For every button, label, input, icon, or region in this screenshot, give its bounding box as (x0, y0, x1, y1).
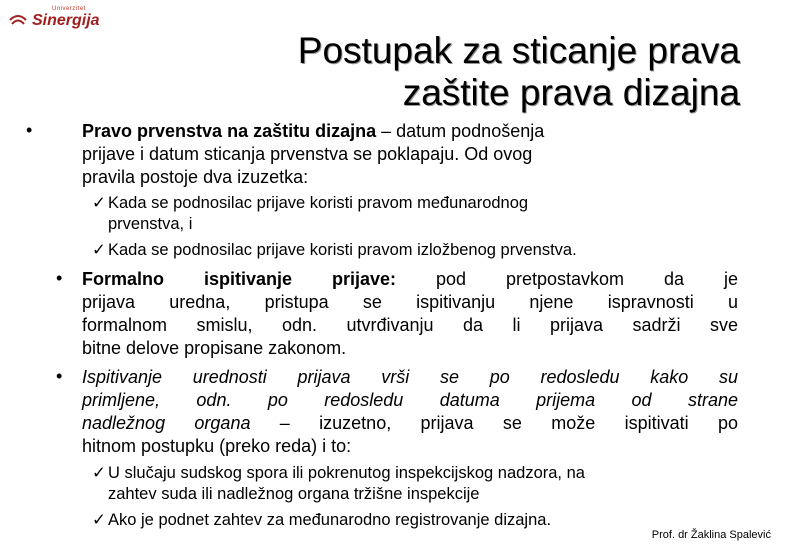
check-item: ✓ Kada se podnosilac prijave koristi pravom izložbenog prvenstva. (92, 241, 577, 259)
author-footer: Prof. dr Žaklina Spalević (651, 529, 771, 541)
bullet3-line3: nadležnog organa – izuzetno, prijava se može ispitivati po (82, 413, 739, 433)
bullet1-text-first: – datum podnošenja (376, 121, 545, 141)
bullet2-line2: prijava uredna, pristupa se ispitivanju njene ispravnosti u (82, 292, 738, 312)
check-item: ✓ U slučaju sudskog spora ili pokrenutog inspekcijskog nadzora, na (92, 464, 585, 482)
bullet3-line2: primljene, odn. po redosledu datuma prijema od strane (82, 390, 738, 410)
checkmark-icon: ✓ (92, 241, 106, 259)
bullet2-line4: bitne delove propisane zakonom. (82, 338, 347, 358)
check-item-cont: zahtev suda ili nadležnog organa tržišne inspekcije (108, 485, 480, 503)
checkmark-icon: ✓ (92, 511, 106, 529)
check-item: ✓ Kada se podnosilac prijave koristi pravom međunarodnog (92, 194, 529, 212)
checkmark-icon: ✓ (92, 194, 106, 212)
bullet-dot: • (56, 268, 63, 288)
title-line-2: zaštite prava dizajna (402, 72, 740, 114)
bullet2-bold: Formalno ispitivanje prijave: (82, 269, 396, 289)
bullet1-bold: Pravo prvenstva na zaštitu dizajna (82, 121, 377, 141)
bullet1-line3: pravila postoje dva izuzetka: (82, 167, 309, 187)
bullet1-line2: prijave i datum sticanja prvenstva se poklapaju. Od ovog (82, 144, 533, 164)
logo-small-text: Univerzitet (52, 6, 86, 12)
bullet2-line1: Formalno ispitivanje prijave: pod pretpostavkom da je (82, 269, 738, 289)
bullet3-line4: hitnom postupku (preko reda) i to: (82, 436, 352, 456)
check-item-cont: prvenstva, i (108, 215, 193, 233)
bullet1-line1 (82, 120, 742, 144)
slide-title (200, 30, 740, 114)
bullet-dot: • (26, 120, 33, 140)
bullet2-line3: formalnom smislu, odn. utvrđivanju da li prijava sadrži sve (82, 315, 738, 335)
logo-name: Sinergija (32, 12, 100, 29)
title-line-1: Postupak za sticanje prava (297, 30, 740, 71)
checkmark-icon: ✓ (92, 464, 106, 482)
check-item: ✓ Ako je podnet zahtev za međunarodno registrovanje dizajna. (92, 511, 552, 529)
bullet-dot: • (56, 366, 63, 386)
bullet3-line1: Ispitivanje urednosti prijava vrši se po redosledu kako su (82, 367, 738, 387)
